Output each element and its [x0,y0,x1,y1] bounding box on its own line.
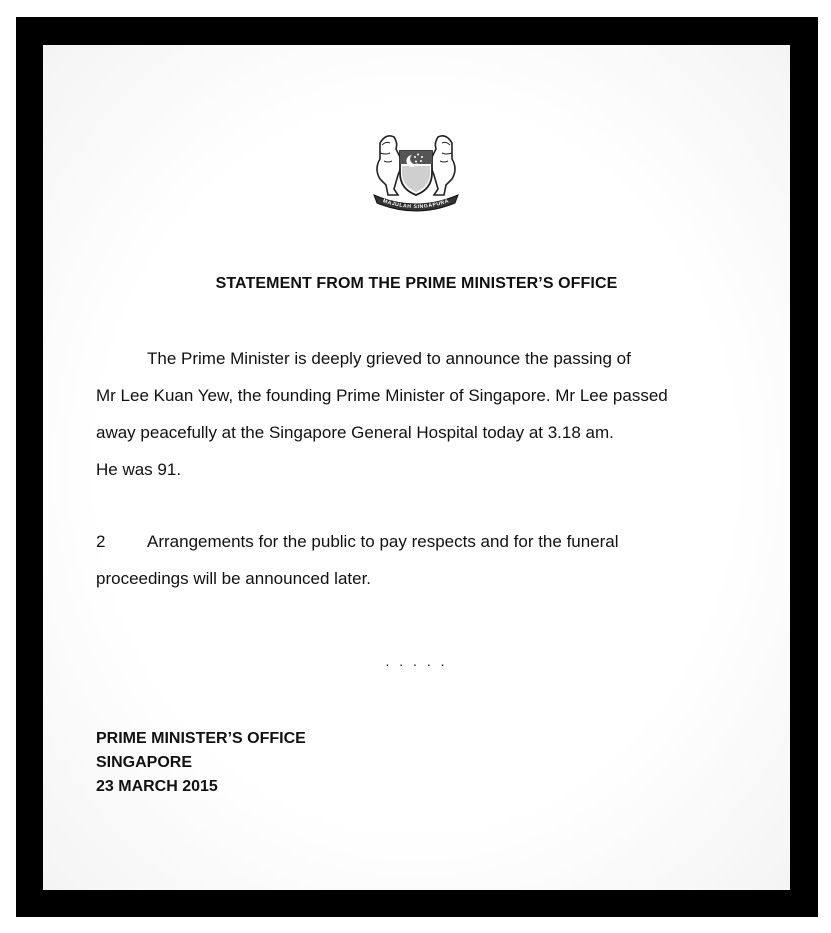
separator-dots: . . . . . [385,653,448,669]
paragraph-line: Mr Lee Kuan Yew, the founding Prime Minister of Singapore. Mr Lee passed [96,386,668,405]
singapore-coat-of-arms-icon [366,125,466,215]
paragraph-line: proceedings will be announced later. [96,569,372,588]
paragraph-1 [96,340,736,488]
footer-date: 23 MARCH 2015 [96,778,218,795]
paragraph-2 [96,523,736,597]
footer-office: PRIME MINISTER’S OFFICE [96,730,306,747]
paragraph-number: 2 [96,532,106,551]
signature-block [96,727,306,799]
statement-page [43,45,790,890]
svg-text:MAJULAH SINGAPURA: MAJULAH SINGAPURA [381,198,451,211]
paragraph-line: The Prime Minister is deeply grieved to announce the passing of [147,349,631,368]
paragraph-line: He was 91. [96,460,182,479]
paragraph-line: Arrangements for the public to pay respects and for the funeral [147,532,619,551]
statement-title: STATEMENT FROM THE PRIME MINISTER’S OFFICE [215,275,618,292]
paragraph-line: away peacefully at the Singapore General Hospital today at 3.18 am. [96,423,614,442]
footer-country: SINGAPORE [96,754,193,771]
